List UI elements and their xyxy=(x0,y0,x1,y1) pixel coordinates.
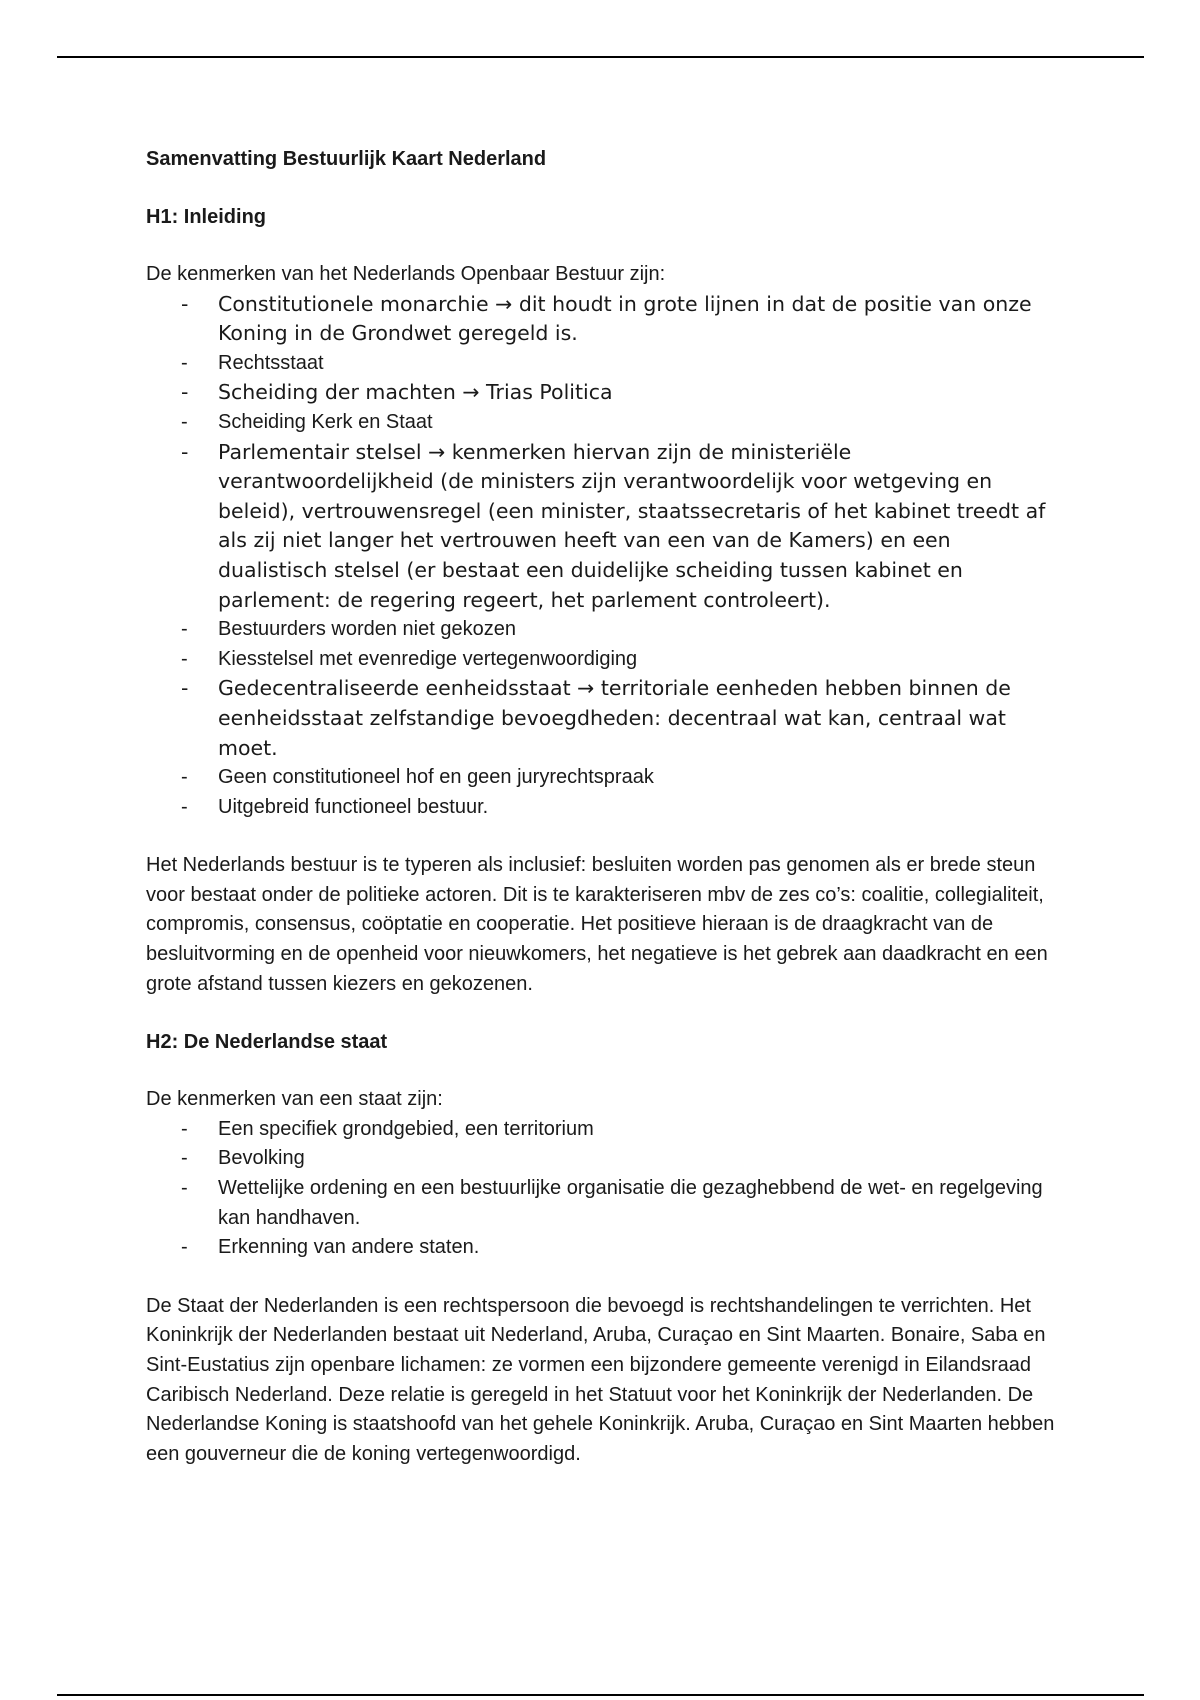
list-item: - Uitgebreid functioneel bestuur. xyxy=(146,793,1066,823)
list-item: - Gedecentraliseerde eenheidsstaat → territoriale eenheden hebben binnen de eenheidsstaat zelfstandige bevoegdheden: decentraal wat kan, centraal wat moet. xyxy=(146,674,1066,763)
list-item: - Constitutionele monarchie → dit houdt in grote lijnen in dat de positie van onze Koning in de Grondwet geregeld is. xyxy=(146,290,1066,349)
section-heading-h2: H2: De Nederlandse staat xyxy=(146,1031,388,1054)
list-item: - Kiesstelsel met evenredige vertegenwoordiging xyxy=(146,645,1066,675)
top-rule xyxy=(57,56,1144,58)
list-item: - Een specifiek grondgebied, een territorium xyxy=(146,1115,1066,1145)
bottom-rule xyxy=(57,1694,1144,1696)
document-title: Samenvatting Bestuurlijk Kaart Nederland xyxy=(146,148,547,170)
section-h2-paragraph: De Staat der Nederlanden is een rechtspersoon die bevoegd is rechtshandelingen te verrichten. Het Koninkrijk der Nederlanden bestaat uit Nederland, Aruba, Curaçao en Sint Maarten. Bonaire, Saba en Sint-Eustatius zijn openbare lichamen: ze vormen een bijzondere gemeente verenigd in Eilandsraad Caribisch Nederland. Deze relatie is geregeld in het Statuut voor het Koninkrijk der Nederlanden. De Nederlandse Koning is staatshoofd van het gehele Koninkrijk. Aruba, Curaçao en Sint Maarten hebben een gouverneur die de koning vertegenwoordigd. xyxy=(146,1294,1055,1465)
section-h2-list xyxy=(146,1115,1066,1263)
section-h2-intro: De kenmerken van een staat zijn: xyxy=(146,1088,443,1111)
list-item: - Bevolking xyxy=(146,1144,1066,1174)
list-item: - Scheiding Kerk en Staat xyxy=(146,408,1066,438)
list-item: - Parlementair stelsel → kenmerken hiervan zijn de ministeriële verantwoordelijkheid (de ministers zijn verantwoordelijk voor wetgeving en beleid), vertrouwensregel (een minister, staatssecretaris of het kabinet treedt af als zij niet langer het vertrouwen heeft van een van de Kamers) en een dualistisch stelsel (er bestaat een duidelijke scheiding tussen kabinet en parlement: de regering regeert, het parlement controleert). xyxy=(146,438,1066,616)
section-h1-list xyxy=(146,290,1066,823)
list-item: - Geen constitutioneel hof en geen juryrechtspraak xyxy=(146,763,1066,793)
list-item: - Wettelijke ordening en een bestuurlijke organisatie die gezaghebbend de wet- en regelgeving kan handhaven. xyxy=(146,1174,1066,1233)
document-body xyxy=(146,145,1066,1498)
section-h1-paragraph: Het Nederlands bestuur is te typeren als inclusief: besluiten worden pas genomen als er brede steun voor bestaat onder de politieke actoren. Dit is te karakteriseren mbv de zes co’s: coalitie, collegialiteit, compromis, consensus, coöptatie en cooperatie. Het positieve hieraan is de draagkracht van de besluitvorming en de openheid voor nieuwkomers, het negatieve is het gebrek aan daadkracht en een grote afstand tussen kiezers en gekozenen. xyxy=(146,854,1048,995)
section-h1-intro: De kenmerken van het Nederlands Openbaar Bestuur zijn: xyxy=(146,263,666,285)
list-item: - Erkenning van andere staten. xyxy=(146,1233,1066,1263)
list-item: - Bestuurders worden niet gekozen xyxy=(146,615,1066,645)
section-heading-h1: H1: Inleiding xyxy=(146,206,266,228)
list-item: - Rechtsstaat xyxy=(146,349,1066,379)
list-item: - Scheiding der machten → Trias Politica xyxy=(146,378,1066,408)
